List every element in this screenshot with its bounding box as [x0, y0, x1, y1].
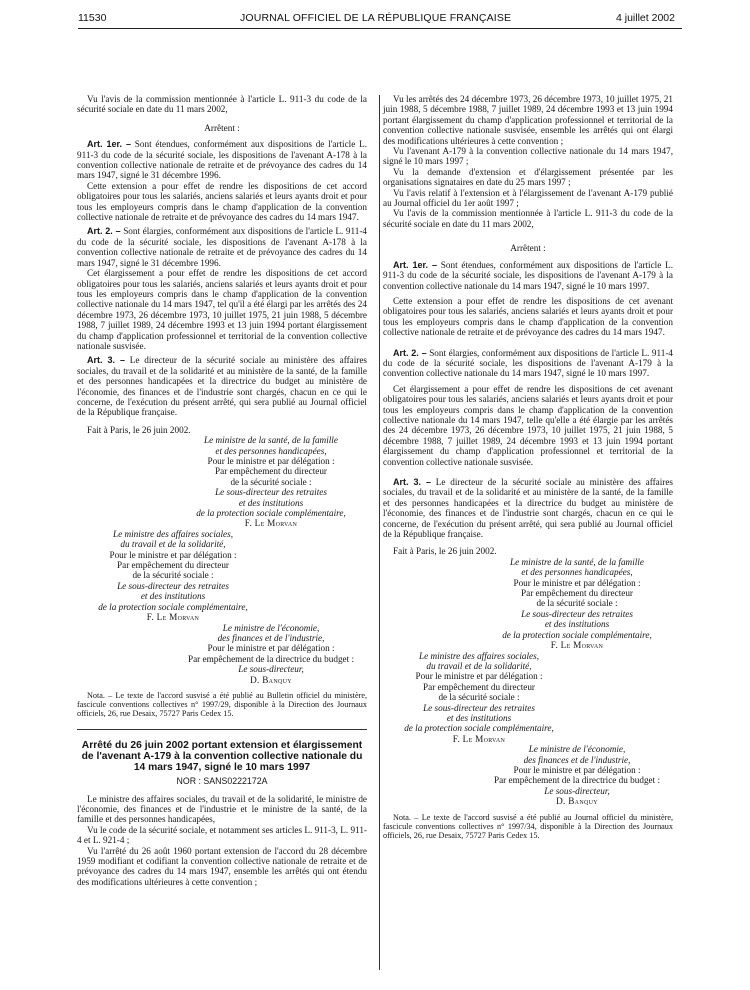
- signatory-name: F. Le Morvan: [146, 612, 200, 623]
- page-header: [0, 0, 750, 34]
- article-3: [383, 477, 673, 539]
- signatory-name: D. Banquy: [250, 674, 292, 685]
- article-2-text: Sont élargies, conformément aux dispositions de l'article L. 911-4 du code de la sécurité sociale, les dispositions de l'avenant A-178 à la convention collective nationale de retraite et de prévoyance des cadres du 14 mars 1947, signé le 31 décembre 1996.: [77, 226, 368, 268]
- sig-line: Par empêchement du directeur: [117, 560, 229, 571]
- article-2-paragraph-2: Cet élargissement a pour effet de rendre les dispositions de cet avenant obligatoires pour tous les salariés, anciens salariés et leurs ayants droit et pour tous les employeurs compris dans le champ d'application de la convention collective nationale du 14 mars 1947, telle qu'elle a été élargie par les arrêtés des 24 décembre 1973, 26 décembre 1973, 10 juillet 1975, 21 juin 1988, 5 décembre 1988, 7 juillet 1989, 24 décembre 1993 et 13 juin 1994 portant élargissement du champ d'application professionnel et territorial de la convention collective nationale susvisée.: [383, 383, 673, 467]
- article-2: [383, 348, 673, 379]
- sig-line: du travail et de la solidarité,: [120, 539, 226, 550]
- sig-line: Par empêchement de la directrice du budget :: [493, 775, 661, 786]
- sig-line: de la sécurité sociale :: [438, 692, 520, 703]
- fait-a-paris: Fait à Paris, le 26 juin 2002.: [87, 424, 191, 435]
- sig-line: Par empêchement du directeur: [423, 681, 535, 692]
- article-1: [77, 139, 367, 181]
- article-1-label: Art. 1er. –: [393, 259, 437, 270]
- article-1-paragraph-2: Cette extension a pour effet de rendre les dispositions de cet accord obligatoires pour tous les salariés, anciens salariés et leurs ayants droit et pour tous les employeurs compris dans le champ d'application de la convention collective nationale de retraite et de prévoyance des cadres du 14 mars 1947.: [77, 180, 367, 223]
- article-1-text: Sont étendues, conformément aux dispositions de l'article L. 911-3 du code de la sécurité sociale, les dispositions de l'avenant A-179 à la convention collective nationale du 14 mars 1947, signé le 10 mars 1997.: [383, 259, 674, 291]
- page-number: 11530: [78, 12, 107, 24]
- signature-block-economie: [175, 623, 367, 685]
- sig-line: Le ministre de la santé, de la famille: [204, 435, 338, 446]
- arretent-heading: Arrêtent :: [204, 122, 240, 133]
- vu-avis: Vu l'avis de la commission mentionnée à l'article L. 911-3 du code de la sécurité sociale en date du 11 mars 2002,: [77, 94, 367, 115]
- article-3-text: Le directeur de la sécurité sociale au ministère des affaires sociales, du travail et de la solidarité et au ministère de la santé, de la famille et des personnes handicapées et la directrice du budget au ministère de l'économie, des finances et de l'industrie sont chargés, chacun en ce qui le concerne, de l'exécution du présent arrêté, qui sera publié au Journal officiel de la République française.: [77, 355, 367, 418]
- article-3-text: Le directeur de la sécurité sociale au ministère des affaires sociales, du travail et de la solidarité et au ministère de la santé, de la famille et des personnes handicapées et la directrice du budget au ministère de l'économie, des finances et de l'industrie sont chargés, chacun en ce qui le concerne, de l'exécution du présent arrêté, qui sera publié au Journal officiel de la République française.: [383, 477, 673, 540]
- article-2-text: Sont élargies, conformément aux dispositions de l'article L. 911-4 du code de la sécurité sociale, les dispositions de l'avenant A-179 à la convention collective nationale du 14 mars 1947, signé le 10 mars 1997.: [383, 347, 674, 379]
- sig-line: Le sous-directeur des retraites: [423, 702, 535, 713]
- article-1: [383, 260, 673, 291]
- sig-line: de la protection sociale complémentaire,: [196, 508, 346, 519]
- header-rule: [78, 28, 682, 29]
- sig-line: Le ministre des affaires sociales,: [112, 528, 234, 539]
- sig-line: de la sécurité sociale :: [536, 598, 618, 609]
- sig-line: et des institutions: [140, 591, 206, 602]
- signatory-name: F. Le Morvan: [244, 518, 298, 529]
- sig-line: Le ministre de l'économie,: [528, 744, 626, 755]
- article-2-label: Art. 2. –: [393, 347, 427, 358]
- sig-line: Pour le ministre et par délégation :: [207, 643, 335, 654]
- left-column: [77, 94, 367, 887]
- sig-line: et des institutions: [238, 497, 304, 508]
- sig-line: et des personnes handicapées,: [215, 445, 327, 456]
- sig-line: Le sous-directeur,: [238, 664, 304, 675]
- sig-line: Le sous-directeur,: [544, 785, 610, 796]
- article-2-label: Art. 2. –: [87, 226, 121, 237]
- vu-avis-publie: Vu l'avis relatif à l'extension et à l'élargissement de l'avenant A-179 publié au Journal officiel du 1er août 1997 ;: [383, 187, 673, 209]
- sig-line: des finances et de l'industrie,: [523, 754, 631, 765]
- article-3-label: Art. 3. –: [87, 355, 125, 366]
- sig-line: du travail et de la solidarité,: [426, 660, 532, 671]
- nota: Nota. – Le texte de l'accord susvisé a été publié au Journal officiel du ministère, fascicule conventions collectives n° 1997/34, disponible à la Direction des Journaux officiels, 26, rue Desaix, 75727 Paris Cedex 15.: [383, 812, 673, 840]
- sig-line: Pour le ministre et par délégation :: [415, 671, 543, 682]
- article-1-text: Sont étendues, conformément aux dispositions de l'article L. 911-3 du code de la sécurité sociale, les dispositions de l'avenant A-178 à la convention collective nationale de retraite et de prévoyance des cadres du 14 mars 1947, signé le 31 décembre 1996.: [77, 139, 368, 181]
- vu-avenant: Vu l'avenant A-179 à la convention collective nationale du 14 mars 1947, signé le 10 mars 1997 ;: [383, 146, 673, 167]
- vu-arretes-elargissement: Vu les arrêtés des 24 décembre 1973, 26 décembre 1973, 10 juillet 1975, 21 juin 1988, 5 décembre 1988, 7 juillet 1989, 24 décembre 1993 et 13 juin 1994 portant élargissement du champ d'application professionnel et territorial de la convention collective nationale susvisée, ensemble les arrêtés qui ont élargi des modifications ultérieures à cette convention ;: [383, 94, 673, 146]
- sig-line: et des institutions: [446, 712, 512, 723]
- article-3: [77, 355, 367, 417]
- sig-line: Le ministre de l'économie,: [222, 622, 320, 633]
- sig-line: des finances et de l'industrie,: [217, 632, 325, 643]
- column-divider: [379, 95, 380, 970]
- intro-ministers: Le ministre des affaires sociales, du travail et de la solidarité, le ministre de l'économie, des finances et de l'industrie et le ministre de la santé, de la famille et des personnes handicapées,: [77, 793, 367, 825]
- issue-date: 4 juillet 2002: [616, 12, 675, 24]
- vu-code: Vu le code de la sécurité sociale, et notamment ses articles L. 911-3, L. 911-4 et L. 921-4 ;: [77, 824, 367, 846]
- nota: Nota. – Le texte de l'accord susvisé a été publié au Bulletin officiel du ministère, fascicule conventions collectives n° 1997/29, disponible à la Direction des Journaux officiels, 26, rue Desaix, 75727 Paris Cedex 15.: [77, 690, 367, 719]
- sig-line: Le sous-directeur des retraites: [215, 487, 327, 498]
- fait-a-paris: Fait à Paris, le 26 juin 2002.: [393, 546, 497, 557]
- section-separator: [77, 729, 367, 730]
- signature-block-affaires-sociales: [383, 651, 575, 745]
- journal-title: JOURNAL OFFICIEL DE LA RÉPUBLIQUE FRANÇAISE: [240, 12, 512, 24]
- sig-line: et des personnes handicapées,: [521, 567, 633, 578]
- article-2-paragraph-2: Cet élargissement a pour effet de rendre les dispositions de cet accord obligatoires pour tous les salariés, anciens salariés et leurs ayants droit et pour tous les employeurs compris dans le champ d'application de la convention collective nationale du 14 mars 1947, tel qu'il a été élargi par les arrêtés des 24 décembre 1973, 26 décembre 1973, 10 juillet 1975, 21 juin 1988, 5 décembre 1988, 7 juillet 1989, 24 décembre 1993 et 13 juin 1994 portant élargissement du champ d'application professionnel et territorial de la convention collective nationale susvisée.: [77, 268, 367, 351]
- sig-line: Par empêchement du directeur: [215, 466, 327, 477]
- right-column: [383, 94, 673, 840]
- sig-line: Le ministre des affaires sociales,: [418, 650, 540, 661]
- signature-block-economie: [481, 744, 673, 806]
- nor-reference: NOR : SANS0222172A: [176, 776, 268, 787]
- vu-avis-commission: Vu l'avis de la commission mentionnée à l'article L. 911-3 du code de la sécurité sociale en date du 11 mars 2002,: [383, 208, 673, 229]
- sig-line: de la sécurité sociale :: [230, 476, 312, 487]
- vu-demande: Vu la demande d'extension et d'élargissement présentée par les organisations signataires en date du 25 mars 1997 ;: [383, 166, 673, 188]
- article-2: [77, 226, 367, 268]
- vu-arrete-1960: Vu l'arrêté du 26 août 1960 portant extension de l'accord du 28 décembre 1959 modifiant et codifiant la convention collective nationale de retraite et de prévoyance des cadres du 14 mars 1947, ensemble les arrêtés qui ont étendu des modifications ultérieures à cette convention ;: [77, 845, 367, 887]
- sig-line: Le ministre de la santé, de la famille: [510, 556, 644, 567]
- sig-line: Par empêchement du directeur: [521, 588, 633, 599]
- arrete-title: Arrêté du 26 juin 2002 portant extension et élargissement de l'avenant A-179 à la convention collective nationale du 14 mars 1947, signé le 10 mars 1997: [81, 739, 363, 773]
- sig-line: Le sous-directeur des retraites: [521, 608, 633, 619]
- signature-block-sante: [481, 557, 673, 651]
- sig-line: de la protection sociale complémentaire,: [98, 601, 248, 612]
- article-3-label: Art. 3. –: [393, 477, 431, 487]
- signatory-name: F. Le Morvan: [452, 733, 506, 744]
- sig-line: Par empêchement de la directrice du budget :: [187, 653, 355, 664]
- article-1-label: Art. 1er. –: [87, 139, 131, 150]
- sig-line: de la protection sociale complémentaire,: [502, 629, 652, 640]
- arretent-heading: Arrêtent :: [510, 243, 546, 254]
- article-1-paragraph-2: Cette extension a pour effet de rendre les dispositions de cet avenant obligatoires pour tous les salariés, anciens salariés et leurs ayants droit et pour tous les employeurs compris dans le champ d'application de la convention collective nationale de retraite et de prévoyance des cadres du 14 mars 1947.: [383, 295, 673, 338]
- sig-line: Pour le ministre et par délégation :: [207, 456, 335, 466]
- sig-line: Le sous-directeur des retraites: [117, 580, 229, 591]
- sig-line: et des institutions: [544, 619, 610, 630]
- signatory-name: D. Banquy: [556, 796, 598, 807]
- sig-line: Pour le ministre et par délégation :: [513, 577, 641, 588]
- signature-block-sante: [175, 435, 367, 529]
- signatory-name: F. Le Morvan: [550, 640, 604, 651]
- signature-block-affaires-sociales: [77, 529, 269, 623]
- sig-line: Pour le ministre et par délégation :: [513, 764, 641, 775]
- sig-line: Pour le ministre et par délégation :: [109, 549, 237, 560]
- sig-line: de la protection sociale complémentaire,: [404, 723, 554, 734]
- sig-line: de la sécurité sociale :: [132, 570, 214, 581]
